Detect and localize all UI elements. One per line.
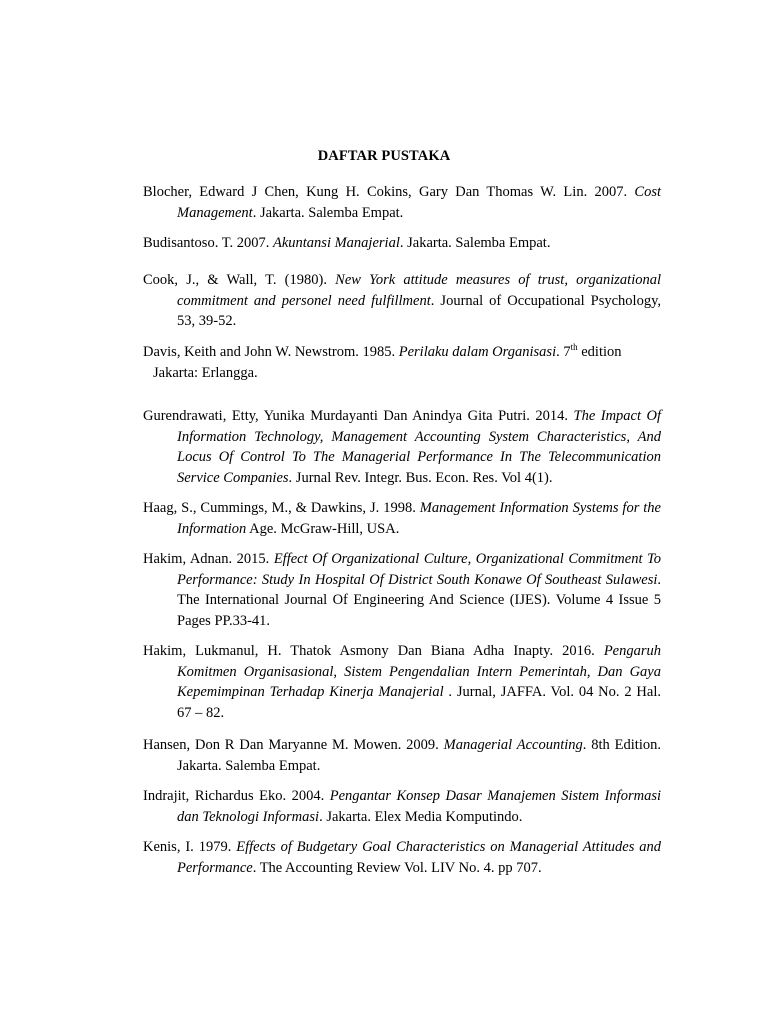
reference-text: . Journal of Occupational Psychology, 53, 39-52.: [177, 292, 661, 329]
reference-text: Hansen, Don R Dan Maryanne M. Mowen. 2009.: [143, 737, 444, 753]
reference-entry: [143, 786, 661, 827]
reference-text: edition: [577, 344, 622, 360]
reference-text: . Jurnal Rev. Integr. Bus. Econ. Res. Vol 4(1).: [288, 469, 553, 486]
reference-text: Davis, Keith and John W. Newstrom. 1985.: [143, 344, 399, 360]
reference-entry: [143, 270, 661, 332]
reference-entry: [143, 549, 661, 631]
reference-entry: [143, 837, 661, 878]
reference-entry: [143, 342, 661, 383]
reference-title: Effects of Budgetary Goal Characteristics on Managerial Attitudes and Performance: [177, 839, 661, 876]
reference-entry: [143, 182, 661, 223]
reference-continuation: Jakarta: Erlangga.: [153, 364, 258, 381]
reference-text: Kenis, I. 1979.: [143, 839, 237, 855]
reference-title: New York attitude measures of trust, organizational commitment and personel need fulfillment: [177, 272, 662, 309]
reference-text: Budisantoso. T. 2007.: [143, 235, 273, 251]
reference-title: Perilaku dalam Organisasi: [398, 344, 557, 360]
reference-text: Cook, J., & Wall, T. (1980).: [143, 272, 336, 288]
reference-entry: [143, 406, 661, 488]
reference-title: Management Information Systems for the Information: [177, 500, 661, 537]
reference-entry: [143, 735, 661, 776]
reference-text: Gurendrawati, Etty, Yunika Murdayanti Dan Anindya Gita Putri. 2014.: [143, 408, 574, 424]
reference-text: . Jakarta. Salemba Empat.: [252, 204, 404, 221]
superscript: th: [570, 342, 578, 353]
reference-title: Effect Of Organizational Culture, Organizational Commitment To Performance: Study In Hospital Of District South Konawe Of Southeast Sulawesi: [177, 551, 661, 588]
reference-text: Blocher, Edward J Chen, Kung H. Cokins, Gary Dan Thomas W. Lin. 2007.: [143, 184, 635, 200]
reference-text: Age. McGraw-Hill, USA.: [246, 520, 400, 537]
reference-title: Managerial Accounting: [443, 737, 583, 753]
reference-text: . 7: [556, 344, 571, 360]
page-title: DAFTAR PUSTAKA: [317, 148, 451, 164]
reference-text: Haag, S., Cummings, M., & Dawkins, J. 1998.: [143, 500, 420, 516]
reference-entry: [143, 498, 661, 539]
reference-text: . Jakarta. Salemba Empat.: [399, 235, 551, 251]
reference-text: . 8th Edition. Jakarta. Salemba Empat.: [177, 737, 661, 774]
reference-title: Pengaruh Komitmen Organisasional, Sistem Pengendalian Intern Pemerintah, Dan Gaya Kepemimpinan Terhadap Kinerja Manajerial: [177, 643, 661, 700]
reference-title: Cost Management: [177, 184, 661, 221]
reference-title: Akuntansi Manajerial: [272, 235, 400, 251]
reference-text: Hakim, Lukmanul, H. Thatok Asmony Dan Biana Adha Inapty. 2016.: [143, 643, 604, 659]
reference-text: . The Accounting Review Vol. LIV No. 4. pp 707.: [252, 859, 542, 876]
reference-text: . Jurnal, JAFFA. Vol. 04 No. 2 Hal. 67 – 82.: [177, 684, 661, 721]
reference-entry: [143, 233, 661, 254]
reference-entry: [143, 641, 661, 723]
reference-title: The Impact Of Information Technology, Management Accounting System Characteristics, And Locus Of Control To The Managerial Performance In The Telecommunication Service Companies: [177, 408, 661, 486]
reference-text: Indrajit, Richardus Eko. 2004.: [143, 788, 330, 804]
reference-text: . Jakarta. Elex Media Komputindo.: [319, 808, 523, 825]
reference-text: . The International Journal Of Engineering And Science (IJES). Volume 4 Issue 5 Pages PP.33-41.: [177, 571, 661, 629]
reference-title: Pengantar Konsep Dasar Manajemen Sistem Informasi dan Teknologi Informasi: [177, 788, 661, 825]
reference-text: Hakim, Adnan. 2015.: [143, 551, 274, 567]
